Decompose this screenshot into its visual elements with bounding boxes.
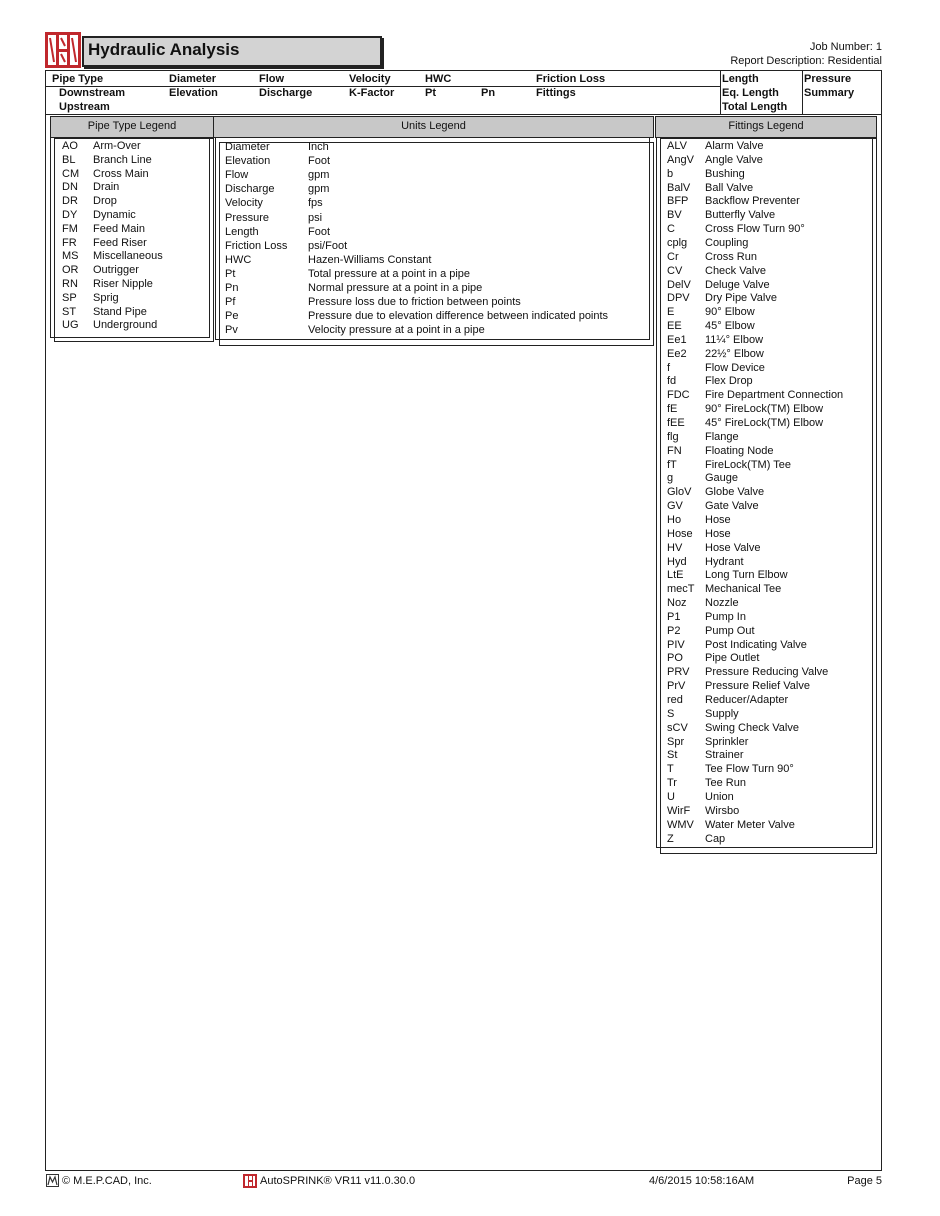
legend-code: Diameter [225, 141, 270, 153]
legend-description: Foot [308, 155, 331, 168]
legend-description: Butterfly Valve [705, 209, 776, 222]
legend-code: Pn [225, 282, 239, 294]
legend-description: Coupling [705, 236, 749, 249]
legend-description: Nozzle [705, 597, 739, 610]
col-velocity: Velocity [349, 73, 391, 85]
legend-description: Backflow Preventer [705, 195, 800, 208]
legend-code: Cr [667, 250, 679, 263]
legend-code: RN [62, 278, 78, 290]
mepcad-footer-icon [46, 1174, 59, 1187]
col-friction-loss: Friction Loss [536, 73, 606, 85]
legend-code: FM [62, 222, 78, 235]
legend-description: Total pressure at a point in a pipe [308, 267, 471, 280]
legend-description: Cap [705, 832, 726, 845]
legend-description: Cross Main [93, 167, 149, 180]
pipe-type-legend [50, 116, 214, 342]
legend-code: Noz [667, 597, 687, 610]
col-length: Length [722, 73, 759, 85]
legend-code: sCV [667, 721, 688, 734]
legend-code: red [667, 694, 683, 706]
legend-code: Spr [667, 735, 685, 748]
column-header [45, 70, 882, 114]
legend-description: Ball Valve [705, 181, 754, 194]
legend-description: Bushing [705, 167, 745, 180]
col-k-factor: K-Factor [349, 87, 395, 99]
report-title-box [82, 36, 382, 67]
legend-code: Friction Loss [225, 239, 288, 252]
col-hwc: HWC [425, 73, 452, 85]
legend-description: Pump Out [705, 624, 755, 637]
legend-description: 45° Elbow [705, 320, 755, 333]
legend-code: DY [62, 209, 78, 221]
legend-description: Drain [93, 181, 120, 194]
legend-description: 90° FireLock(TM) Elbow [705, 403, 824, 416]
legend-description: Mechanical Tee [705, 583, 782, 596]
legend-description: Velocity pressure at a point in a pipe [308, 324, 485, 337]
legend-code: BFP [667, 195, 689, 208]
legend-description: 45° FireLock(TM) Elbow [705, 417, 824, 429]
legend-description: Long Turn Elbow [705, 569, 788, 582]
legend-description: Feed Main [93, 222, 145, 235]
legend-code: HV [667, 541, 683, 554]
legend-description: Reducer/Adapter [705, 694, 789, 706]
legend-description: Hazen-Williams Constant [308, 253, 432, 266]
legend-code: Z [667, 832, 674, 845]
legend-code: Pv [225, 324, 238, 337]
legend-code: PO [667, 652, 683, 665]
legend-code: Elevation [225, 155, 271, 168]
legend-code: Discharge [225, 183, 275, 196]
legend-code: SP [62, 291, 77, 304]
legend-code: mecT [667, 583, 695, 596]
legend-description: Inch [308, 141, 329, 153]
legend-description: Wirsbo [705, 804, 740, 817]
legend-description: Supply [705, 707, 739, 720]
legend-description: Pressure Reducing Valve [705, 666, 829, 679]
legend-code: BalV [667, 181, 691, 194]
legend-description: Cross Flow Turn 90° [705, 223, 805, 236]
legend-description: Drop [93, 195, 117, 208]
legend-description: Fire Department Connection [705, 389, 844, 402]
legend-description: gpm [308, 183, 330, 196]
legend-code: Length [225, 225, 259, 238]
legend-code: UG [62, 319, 79, 332]
legend-description: Globe Valve [705, 486, 765, 499]
footer-product: AutoSPRINK® VR11 v11.0.30.0 [260, 1175, 416, 1187]
col-summary: Summary [804, 87, 855, 99]
legend-code: P2 [667, 624, 681, 637]
legend-description: Dry Pipe Valve [705, 292, 777, 305]
legend-description: Deluge Valve [705, 278, 770, 291]
legend-code: cplg [667, 236, 688, 249]
footer-datetime: 4/6/2015 10:58:16AM [649, 1175, 755, 1187]
legend-code: PRV [667, 666, 690, 679]
legend-code: GV [667, 500, 683, 513]
units-legend-title: Units Legend [213, 116, 654, 138]
legend-code: AngV [667, 153, 694, 166]
legend-code: Velocity [225, 197, 263, 210]
legend-code: T [667, 763, 674, 776]
legend-description: Floating Node [705, 444, 774, 457]
legend-code: Ee2 [667, 347, 687, 360]
legend-description: Foot [308, 225, 331, 238]
legend-code: LtE [667, 569, 684, 582]
legend-code: Ho [667, 513, 682, 526]
legend-description: Dynamic [93, 209, 136, 221]
col-pressure: Pressure [804, 73, 852, 85]
col-elevation: Elevation [169, 87, 218, 99]
legend-description: Pipe Outlet [705, 652, 760, 665]
report-title: Hydraulic Analysis [88, 40, 240, 59]
col-eq-length: Eq. Length [722, 87, 779, 99]
legend-description: 90° Elbow [705, 306, 755, 319]
legend-code: fd [667, 375, 677, 388]
legend-code: PIV [667, 638, 685, 651]
footer-page: Page 5 [847, 1175, 882, 1187]
legend-description: Tee Flow Turn 90° [705, 763, 794, 776]
legend-code: Hyd [667, 555, 687, 568]
legend-code: ST [62, 305, 77, 318]
legend-code: OR [62, 264, 79, 277]
fittings-legend-title: Fittings Legend [655, 116, 877, 138]
legend-code: St [667, 749, 678, 762]
legend-code: DelV [667, 278, 691, 291]
legend-description: Strainer [705, 749, 744, 762]
legend-description: Pump In [705, 610, 746, 623]
legend-code: FDC [667, 389, 690, 402]
legend-code: f [667, 361, 671, 374]
legend-description: Riser Nipple [93, 278, 153, 290]
legend-description: Pressure Relief Valve [705, 680, 810, 693]
legend-description: Alarm Valve [705, 140, 764, 152]
legend-code: b [667, 167, 674, 180]
legend-description: Sprig [93, 291, 119, 304]
legend-code: DN [62, 181, 78, 194]
legend-description: fps [308, 197, 323, 210]
legend-code: Flow [225, 169, 249, 182]
legend-code: Pressure [225, 211, 270, 224]
legend-code: PrV [667, 680, 686, 693]
legend-code: E [667, 306, 675, 319]
legend-description: Gate Valve [705, 500, 759, 513]
legend-description: Post Indicating Valve [705, 638, 807, 651]
legend-description: Flow Device [705, 361, 765, 374]
legend-description: Branch Line [93, 153, 152, 166]
footer-copyright: © M.E.P.CAD, Inc. [62, 1175, 152, 1187]
legend-description: Hydrant [705, 555, 744, 568]
legend-description: Gauge [705, 472, 739, 485]
legend-description: Pressure loss due to friction between points [308, 296, 521, 309]
legend-code: CM [62, 167, 80, 180]
col-discharge: Discharge [259, 87, 313, 99]
legend-code: Pt [225, 267, 236, 280]
legend-code: U [667, 790, 675, 803]
legend-code: CV [667, 264, 683, 277]
legend-code: Pe [225, 310, 239, 323]
legend-code: BV [667, 209, 682, 222]
mepcad-logo-icon [45, 32, 81, 68]
legend-description: Outrigger [93, 264, 139, 277]
legend-description: 11¼° Elbow [705, 333, 764, 346]
legend-description: Pressure due to elevation difference between indicated points [308, 310, 609, 323]
pipe-type-legend-title: Pipe Type Legend [50, 116, 214, 138]
legend-code: C [667, 223, 675, 236]
legend-description: Stand Pipe [93, 305, 147, 318]
legend-code: WMV [667, 818, 694, 831]
col-downstream: Downstream [59, 87, 126, 99]
legend-description: FireLock(TM) Tee [705, 458, 791, 471]
legend-description: Angle Valve [705, 153, 763, 166]
col-pipe-type: Pipe Type [52, 73, 104, 85]
legend-description: Hose [705, 527, 731, 540]
legend-code: ALV [667, 140, 687, 152]
legend-code: S [667, 707, 675, 720]
legend-code: FN [667, 444, 682, 457]
legend-description: Arm-Over [93, 140, 141, 152]
legend-description: Check Valve [705, 264, 766, 277]
legend-description: Miscellaneous [93, 250, 163, 263]
legend-code: fEE [667, 417, 685, 429]
legend-code: DPV [667, 292, 690, 305]
legend-code: GloV [667, 486, 692, 499]
legend-description: Underground [93, 319, 158, 332]
legend-code: P1 [667, 610, 681, 623]
legend-code: WirF [667, 804, 691, 817]
legend-code: MS [62, 250, 79, 263]
legend-description: Flange [705, 430, 739, 443]
legend-description: Water Meter Valve [705, 818, 795, 831]
legend-code: HWC [225, 253, 252, 266]
report-description: Report Description: Residential [730, 55, 882, 67]
legend-description: Union [705, 790, 734, 803]
legend-code: Tr [667, 777, 677, 790]
legend-description: Hose Valve [705, 541, 761, 554]
legend-code: fT [667, 458, 677, 471]
legend-code: BL [62, 153, 76, 166]
legend-code: g [667, 472, 674, 485]
col-pt: Pt [425, 87, 436, 99]
legend-code: fE [667, 403, 678, 416]
legend-description: Cross Run [705, 250, 757, 263]
legend-description: Normal pressure at a point in a pipe [308, 282, 483, 294]
legend-description: gpm [308, 169, 330, 182]
col-fittings: Fittings [536, 87, 576, 99]
units-legend [213, 116, 654, 346]
legend-description: psi [308, 211, 323, 224]
legend-description: Hose [705, 513, 731, 526]
legend-code: Ee1 [667, 333, 687, 346]
legend-description: Feed Riser [93, 236, 147, 249]
job-number: Job Number: 1 [809, 41, 882, 53]
legend-code: AO [62, 140, 78, 152]
legend-code: Hose [667, 527, 693, 540]
legend-code: flg [667, 430, 679, 443]
col-upstream: Upstream [59, 101, 110, 113]
autosprink-icon [243, 1174, 257, 1188]
legend-description: Sprinkler [705, 735, 749, 748]
col-diameter: Diameter [169, 73, 217, 85]
legend-description: Tee Run [705, 777, 746, 790]
legend-description: Swing Check Valve [705, 721, 799, 734]
legend-description: Flex Drop [705, 375, 753, 388]
col-flow: Flow [259, 73, 285, 85]
legend-description: 22½° Elbow [705, 347, 764, 360]
legend-description: psi/Foot [308, 239, 348, 252]
col-pn: Pn [481, 87, 496, 99]
legend-code: Pf [225, 296, 236, 309]
legend-code: EE [667, 320, 682, 333]
legend-code: DR [62, 195, 78, 208]
col-total-length: Total Length [722, 101, 788, 113]
fittings-legend [655, 116, 877, 854]
legend-code: FR [62, 236, 77, 249]
